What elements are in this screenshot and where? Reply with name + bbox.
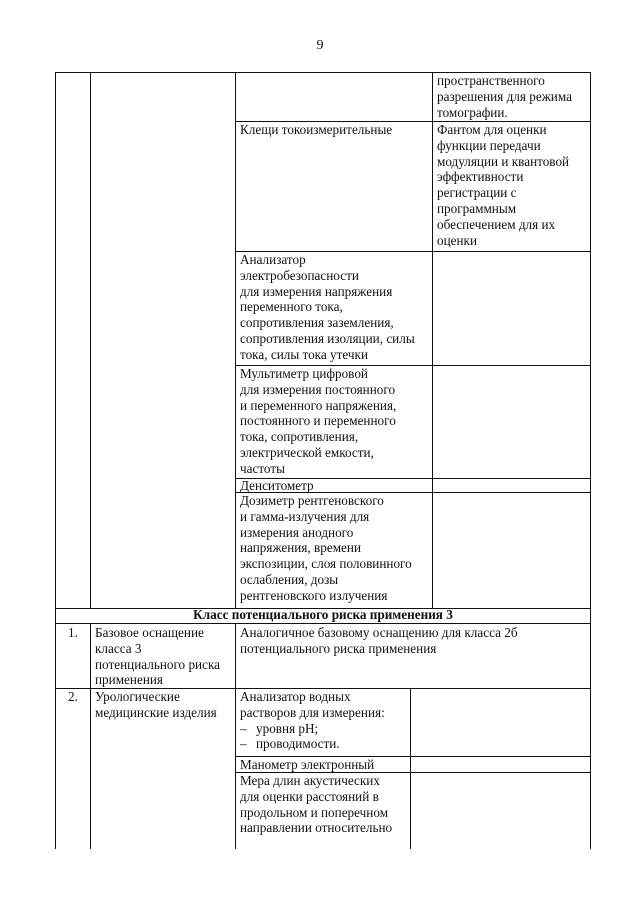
water-analyzer-title: Анализатор водных растворов для измерения: — [240, 689, 385, 720]
table-border-right — [590, 72, 591, 849]
table-col-divider-2 — [235, 72, 236, 608]
cell-multimeter: Мультиметр цифровой для измерения постоянного и переменного напряжения, постоянного и переменного тока, сопротивления, электрической емкости, частоты — [240, 366, 397, 476]
row1-name: Базовое оснащение класса 3 потенциального риска применения — [95, 625, 221, 688]
page-number: 9 — [316, 38, 324, 53]
table-col-divider-1 — [90, 72, 91, 608]
row1-description: Аналогичное базовому оснащению для класса 2б потенциального риска применения — [240, 625, 518, 656]
cell-safety-analyzer: Анализатор электробезопасности для измерения напряжения переменного тока, сопротивления заземления, сопротивления изоляции, силы тока, силы тока утечки — [240, 252, 415, 362]
water-analyzer-item-ph: – уровня pH; — [240, 721, 408, 737]
table-col-divider-3 — [432, 72, 433, 608]
class3-header: Класс потенциального риска применения 3 — [193, 607, 453, 622]
row2-number: 2. — [68, 689, 78, 704]
row1-number: 1. — [68, 625, 78, 640]
cell-manometer: Манометр электронный — [240, 757, 375, 772]
water-analyzer-item-conductivity: – проводимости. — [240, 736, 408, 752]
table-col-divider-3 — [410, 688, 411, 849]
cell-densitometer: Денситометр — [240, 478, 314, 493]
cell-spatial-resolution: пространственного разрешения для режима томографии. — [437, 73, 572, 120]
cell-acoustic-measure: Мера длин акустических для оценки расстояний в продольном и поперечном направлении относительно — [240, 773, 393, 836]
table-border-left — [55, 72, 56, 849]
cell-water-analyzer — [240, 689, 408, 752]
table-col-divider-2 — [235, 623, 236, 849]
cell-dosimeter: Дозиметр рентгеновского и гамма-излучения для измерения анодного напряжения, времени экспозиции, слоя половинного ослабления, дозы рентгеновского излучения — [240, 493, 412, 603]
row2-name: Урологические медицинские изделия — [95, 689, 217, 720]
section-divider — [55, 623, 591, 624]
table-col-divider-1 — [90, 623, 91, 849]
cell-phantom: Фантом для оценки функции передачи модуляции и квантовой эффективности регистрации с программным обеспечением для их оценки — [437, 122, 570, 248]
cell-clamp-meter: Клещи токоизмерительные — [240, 122, 393, 137]
